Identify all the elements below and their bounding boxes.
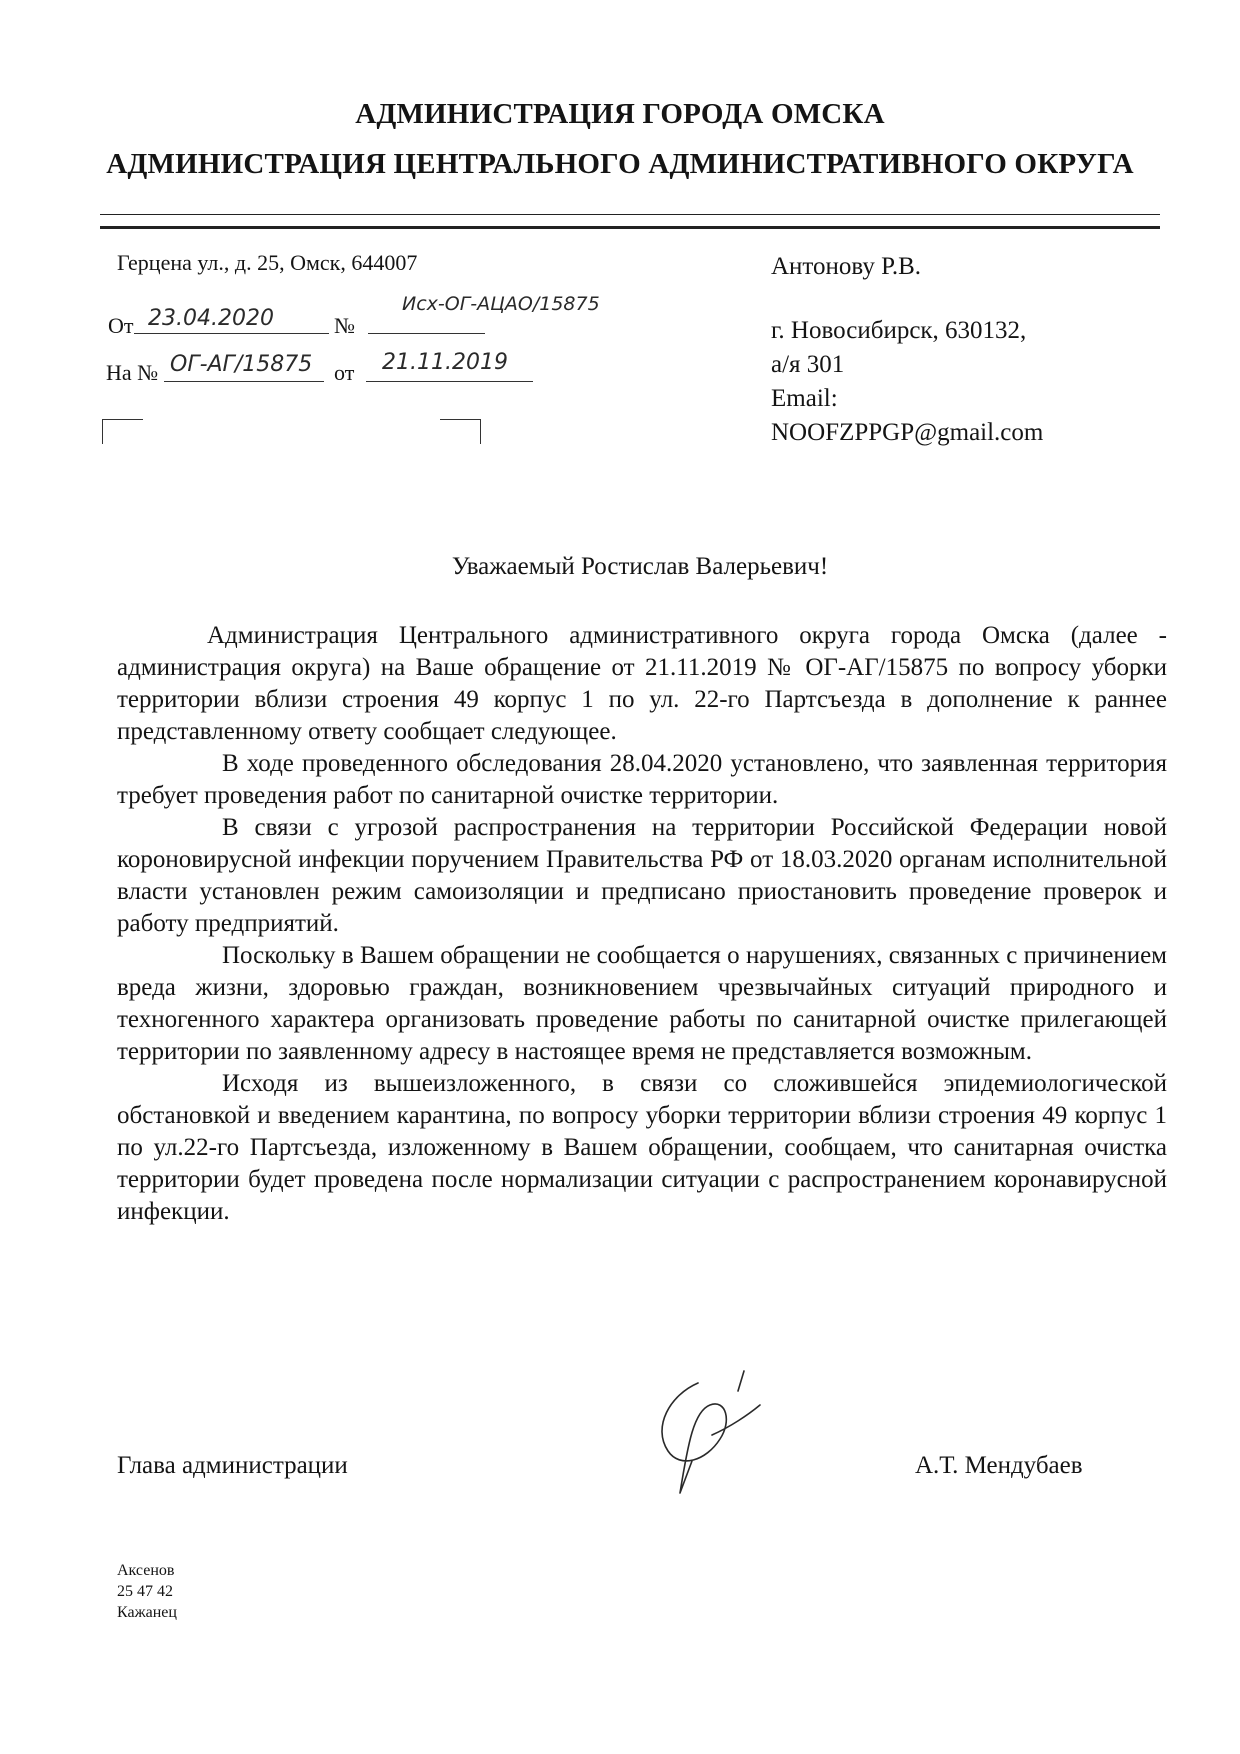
from-date: 23.04.2020: [148, 306, 274, 331]
org-title-district: АДМИНИСТРАЦИЯ ЦЕНТРАЛЬНОГО АДМИНИСТРАТИВНОГО ОКРУГА: [106, 148, 1134, 180]
reply-label: На №: [106, 360, 159, 385]
number-underline: [368, 333, 485, 334]
recipient-name: Антонову Р.В.: [771, 253, 922, 280]
body-paragraph-3: В связи с угрозой распространения на территории Российской Федерации новой короновирусной инфекции поручением Правительства РФ от 18.03.2020 органам исполнительной власти установлен режим самоизоляции и предписано приостановить проведение проверок и работу предприятий.: [117, 814, 1167, 937]
reply-date-label: от: [334, 360, 355, 385]
body-paragraph-4: Поскольку в Вашем обращении не сообщается о нарушениях, связанных с причинением вреда жизни, здоровью граждан, возникновением чрезвычайных ситуаций природного и техногенного характера организовать проведение работы по санитарной очистке прилегающей территории по заявленному адресу в настоящее время не представляется возможным.: [117, 942, 1167, 1065]
body-paragraph-2: В ходе проведенного обследования 28.04.2020 установлено, что заявленная территория требует проведения работ по санитарной очистке территории.: [117, 750, 1167, 809]
org-title-city: АДМИНИСТРАЦИЯ ГОРОДА ОМСКА: [355, 98, 885, 130]
signatory-position: Глава администрации: [117, 1452, 348, 1479]
address-corner-right: [440, 419, 481, 444]
reply-number-underline: [164, 381, 324, 382]
reply-date-underline: [366, 381, 533, 382]
recipient-po-box: а/я 301: [771, 351, 845, 378]
from-label: От: [108, 313, 134, 338]
number-label: №: [334, 313, 355, 338]
greeting: Уважаемый Ростислав Валерьевич!: [451, 553, 829, 580]
recipient-email: NOOFZPPGP@gmail.com: [771, 419, 1044, 446]
header-rule-thin: [100, 214, 1160, 215]
letter-body: [117, 620, 1167, 1228]
header-rule-thick: [100, 226, 1160, 229]
signatory-name: А.Т. Мендубаев: [915, 1452, 1083, 1479]
body-paragraph-1: Администрация Центрального административного округа города Омска (далее - администрация округа) на Ваше обращение от 21.11.2019 № ОГ-АГ/15875 по вопросу уборки территории вблизи строения 49 корпус 1 по ул. 22-го Партсъезда в дополнение к раннее представленному ответу сообщает следующее.: [117, 622, 1167, 745]
body-paragraph-5: Исходя из вышеизложенного, в связи со сложившейся эпидемиологической обстановкой и введением карантина, по вопросу уборки территории вблизи строения 49 корпус 1 по ул.22-го Партсъезда, изложенному в Вашем обращении, сообщаем, что санитарная очистка территории будет проведена после нормализации ситуации с распространением коронавирусной инфекции.: [117, 1070, 1167, 1225]
handwritten-signature: [640, 1365, 780, 1505]
recipient-city: г. Новосибирск, 630132,: [771, 317, 1027, 344]
address-corner-left: [102, 419, 143, 444]
reply-number: ОГ-АГ/15875: [170, 352, 313, 377]
sender-address: Герцена ул., д. 25, Омск, 644007: [117, 250, 418, 275]
executor-name: Аксенов: [117, 1562, 175, 1579]
reply-date: 21.11.2019: [382, 350, 508, 375]
executor-second-name: Кажанец: [117, 1604, 177, 1621]
outgoing-number: Исх-ОГ-АЦАО/15875: [402, 293, 600, 315]
recipient-email-label: Email:: [771, 385, 838, 412]
from-date-underline: [134, 333, 329, 334]
executor-phone: 25 47 42: [117, 1583, 173, 1600]
